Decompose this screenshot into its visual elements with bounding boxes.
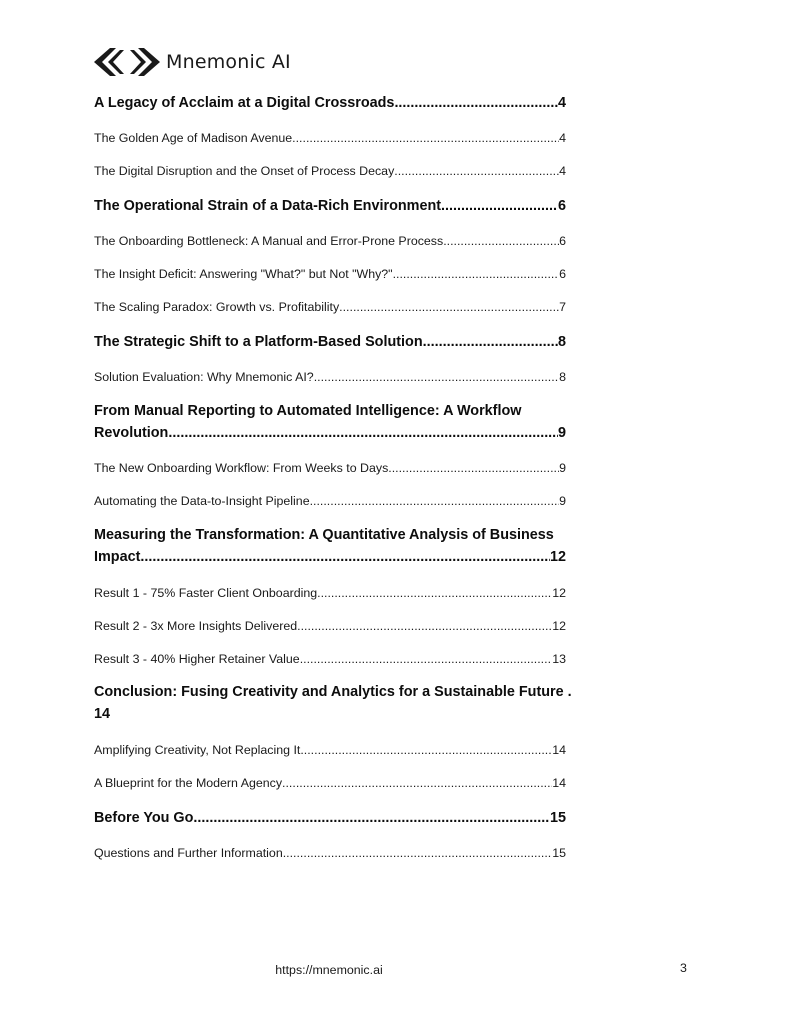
toc-entry[interactable] [94, 619, 566, 633]
toc-entry-title: Questions and Further Information [94, 846, 283, 860]
toc-entry[interactable] [94, 164, 566, 178]
toc-entry-title: Automating the Data-to-Insight Pipeline [94, 494, 310, 508]
toc-entry[interactable] [94, 681, 572, 725]
toc-entry-title: The Strategic Shift to a Platform-Based Solution [94, 334, 423, 350]
toc-entry-page: 6 [559, 234, 566, 248]
brand-name: Mnemonic AI [166, 51, 291, 73]
toc-entry-title: Result 2 - 3x More Insights Delivered [94, 619, 298, 633]
toc-entry-title: A Blueprint for the Modern Agency [94, 776, 283, 790]
toc-entry[interactable] [94, 95, 566, 111]
toc-entry[interactable] [94, 652, 566, 666]
toc-entry-title: The Operational Strain of a Data-Rich Environment [94, 198, 442, 214]
toc-entry-title: Solution Evaluation: Why Mnemonic AI? [94, 370, 314, 384]
toc-entry-title-continued: Impact [94, 549, 141, 565]
toc-entry[interactable] [94, 267, 566, 281]
toc-entry-page: 12 [552, 619, 566, 633]
brand-logo [94, 44, 291, 80]
toc-entry-page: 15 [552, 846, 566, 860]
toc-entry-title: The Insight Deficit: Answering "What?" but Not "Why?" [94, 267, 393, 281]
toc-entry-page: 13 [552, 652, 566, 666]
toc-entry-page: 4 [557, 95, 566, 111]
toc-entry-title: The Scaling Paradox: Growth vs. Profitability [94, 300, 340, 314]
toc-entry-page: 12 [549, 549, 566, 565]
toc-entry[interactable] [94, 810, 566, 826]
toc-entry[interactable] [94, 524, 566, 568]
toc-entry[interactable] [94, 400, 566, 444]
toc-entry-title: Before You Go [94, 810, 194, 826]
toc-entry-title: Result 1 - 75% Faster Client Onboarding [94, 586, 318, 600]
toc-entry-title: The Golden Age of Madison Avenue [94, 131, 293, 145]
toc-entry-page: 4 [559, 131, 566, 145]
footer-url-link[interactable]: https://mnemonic.ai [275, 963, 383, 977]
toc-entry-page: 14 [552, 743, 566, 757]
toc-entry-title: From Manual Reporting to Automated Intelligence: A Workflow [94, 403, 522, 419]
chevron-pair-logo-icon [94, 44, 160, 80]
toc-entry-title: Measuring the Transformation: A Quantitative Analysis of Business [94, 527, 554, 543]
toc-entry-title: The Onboarding Bottleneck: A Manual and Error-Prone Process [94, 234, 444, 248]
toc-entry[interactable] [94, 300, 566, 314]
toc-entry-page: 9 [557, 425, 566, 441]
toc-entry-title: The Digital Disruption and the Onset of Process Decay [94, 164, 395, 178]
toc-entry-title: Amplifying Creativity, Not Replacing It [94, 743, 301, 757]
toc-entry-title: The New Onboarding Workflow: From Weeks to Days [94, 461, 389, 475]
toc-entry-title: Result 3 - 40% Higher Retainer Value [94, 652, 300, 666]
toc-entry[interactable] [94, 776, 566, 790]
page-number: 3 [680, 961, 687, 975]
toc-entry-page: 8 [559, 370, 566, 384]
toc-entry-page: 7 [559, 300, 566, 314]
toc-entry[interactable] [94, 198, 566, 214]
toc-entry-title: A Legacy of Acclaim at a Digital Crossroads [94, 95, 395, 111]
toc-entry[interactable] [94, 846, 566, 860]
toc-entry[interactable] [94, 370, 566, 384]
toc-entry[interactable] [94, 586, 566, 600]
toc-entry[interactable] [94, 334, 566, 350]
toc-entry[interactable] [94, 234, 566, 248]
toc-entry-page: 14 [552, 776, 566, 790]
toc-entry-page: 12 [552, 586, 566, 600]
toc-entry-title-continued: Revolution [94, 425, 169, 441]
toc-entry-page: 15 [549, 810, 566, 826]
toc-entry-page: 6 [559, 267, 566, 281]
toc-entry-page: 9 [559, 461, 566, 475]
toc-entry-page: 4 [559, 164, 566, 178]
toc-entry-title: Conclusion: Fusing Creativity and Analytics for a Sustainable Future . [94, 684, 572, 700]
toc-entry-page: 8 [557, 334, 566, 350]
toc-entry[interactable] [94, 743, 566, 757]
toc-entry-page: 6 [557, 198, 566, 214]
toc-entry-page: 9 [559, 494, 566, 508]
toc-entry-page: 14 [94, 706, 111, 722]
toc-entry[interactable] [94, 461, 566, 475]
toc-entry[interactable] [94, 131, 566, 145]
toc-entry[interactable] [94, 494, 566, 508]
